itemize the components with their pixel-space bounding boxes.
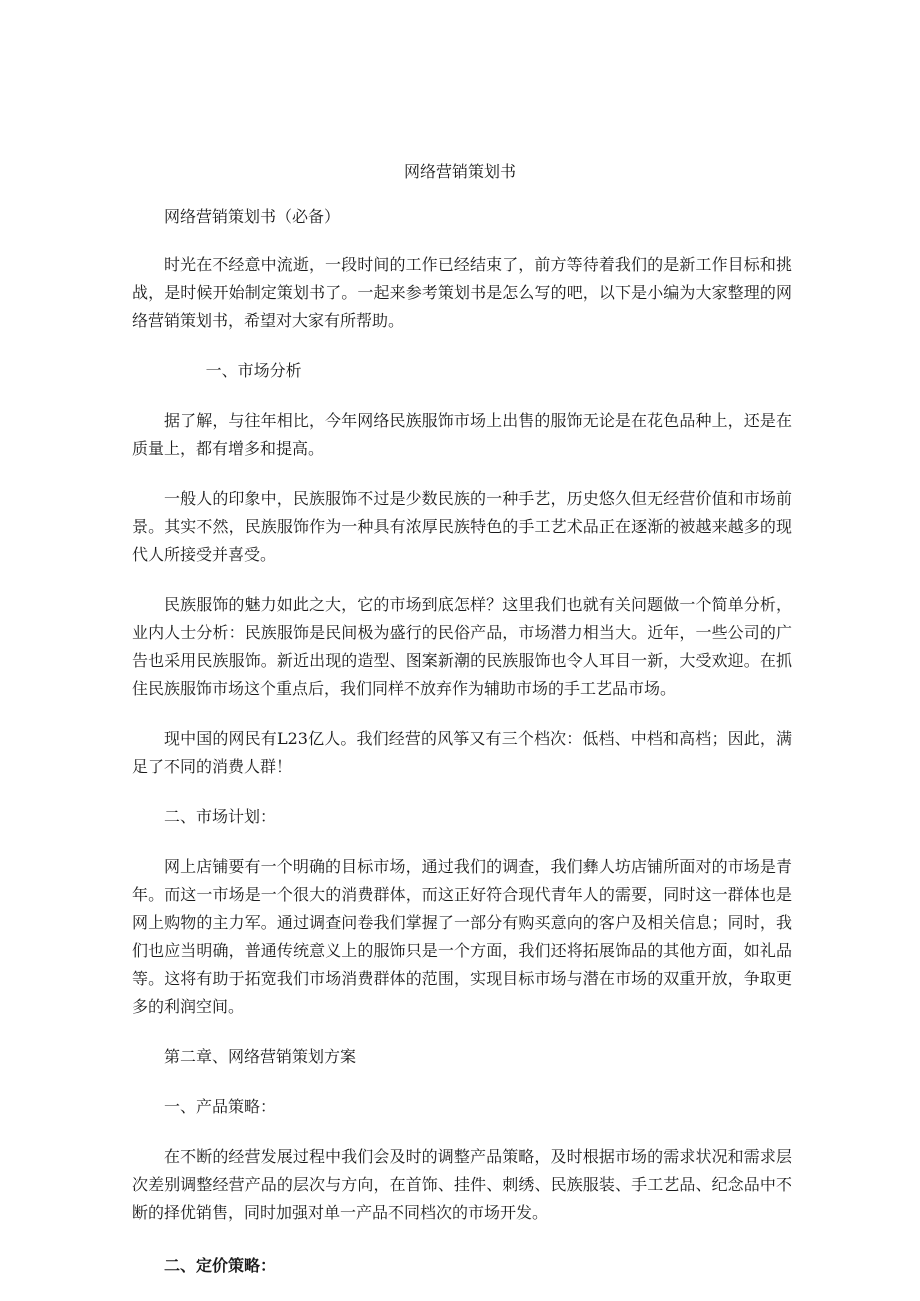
body-paragraph: 在不断的经营发展过程中我们会及时的调整产品策略，及时根据市场的需求状况和需求层次差别调整经营产品的层次与方向，在首饰、挂件、刺绣、民族服装、手工艺品、纪念品中不断的择优销售，同时加强对单一产品不同档次的市场开发。: [132, 1147, 792, 1222]
section-heading-product-strategy: 一、产品策略：: [164, 1097, 277, 1116]
body-paragraph: 一般人的印象中，民族服饰不过是少数民族的一种手艺，历史悠久但无经营价值和市场前景。其实不然，民族服饰作为一种具有浓厚民族特色的手工艺术品正在逐渐的被越来越多的现代人所接受并喜受。: [132, 489, 792, 564]
intro-paragraph: 时光在不经意中流逝，一段时间的工作已经结束了，前方等待着我们的是新工作目标和挑战，是时候开始制定策划书了。一起来参考策划书是怎么写的吧，以下是小编为大家整理的网络营销策划书，希望对大家有所帮助。: [132, 255, 792, 330]
section-heading-market-analysis: 一、市场分析: [205, 361, 302, 380]
chapter-heading: 第二章、网络营销策划方案: [164, 1047, 357, 1066]
body-paragraph: 据了解，与往年相比，今年网络民族服饰市场上出售的服饰无论是在花色品种上，还是在质量上，都有增多和提高。: [132, 411, 792, 458]
body-paragraph: 网上店铺要有一个明确的目标市场，通过我们的调查，我们彝人坊店铺所面对的市场是青年。而这一市场是一个很大的消费群体，而这正好符合现代青年人的需要，同时这一群体也是网上购物的主力军。通过调查问卷我们掌握了一部分有购买意向的客户及相关信息；同时，我们也应当明确，普通传统意义上的服饰只是一个方面，我们还将拓展饰品的其他方面，如礼品等。这将有助于拓宽我们市场消费群体的范围，实现目标市场与潜在市场的双重开放，争取更多的利润空间。: [132, 857, 792, 1016]
document-title: 网络营销策划书: [403, 162, 516, 181]
body-paragraph: 现中国的网民有L23亿人。我们经营的风筝又有三个档次：低档、中档和高档；因此，满足了不同的消费人群！: [132, 729, 792, 776]
subtitle-paragraph: 网络营销策划书（必备）: [164, 207, 341, 226]
section-heading-market-plan: 二、市场计划：: [164, 807, 277, 826]
section-heading-pricing-strategy: 二、定价策略：: [164, 1256, 277, 1275]
document-body: [132, 203, 792, 1280]
body-paragraph: 民族服饰的魅力如此之大，它的市场到底怎样？这里我们也就有关问题做一个简单分析，业内人士分析：民族服饰是民间极为盛行的民俗产品，市场潜力相当大。近年，一些公司的广告也采用民族服饰。新近出现的造型、图案新潮的民族服饰也令人耳目一新，大受欢迎。在抓住民族服饰市场这个重点后，我们同样不放弃作为辅助市场的手工艺品市场。: [132, 595, 792, 698]
